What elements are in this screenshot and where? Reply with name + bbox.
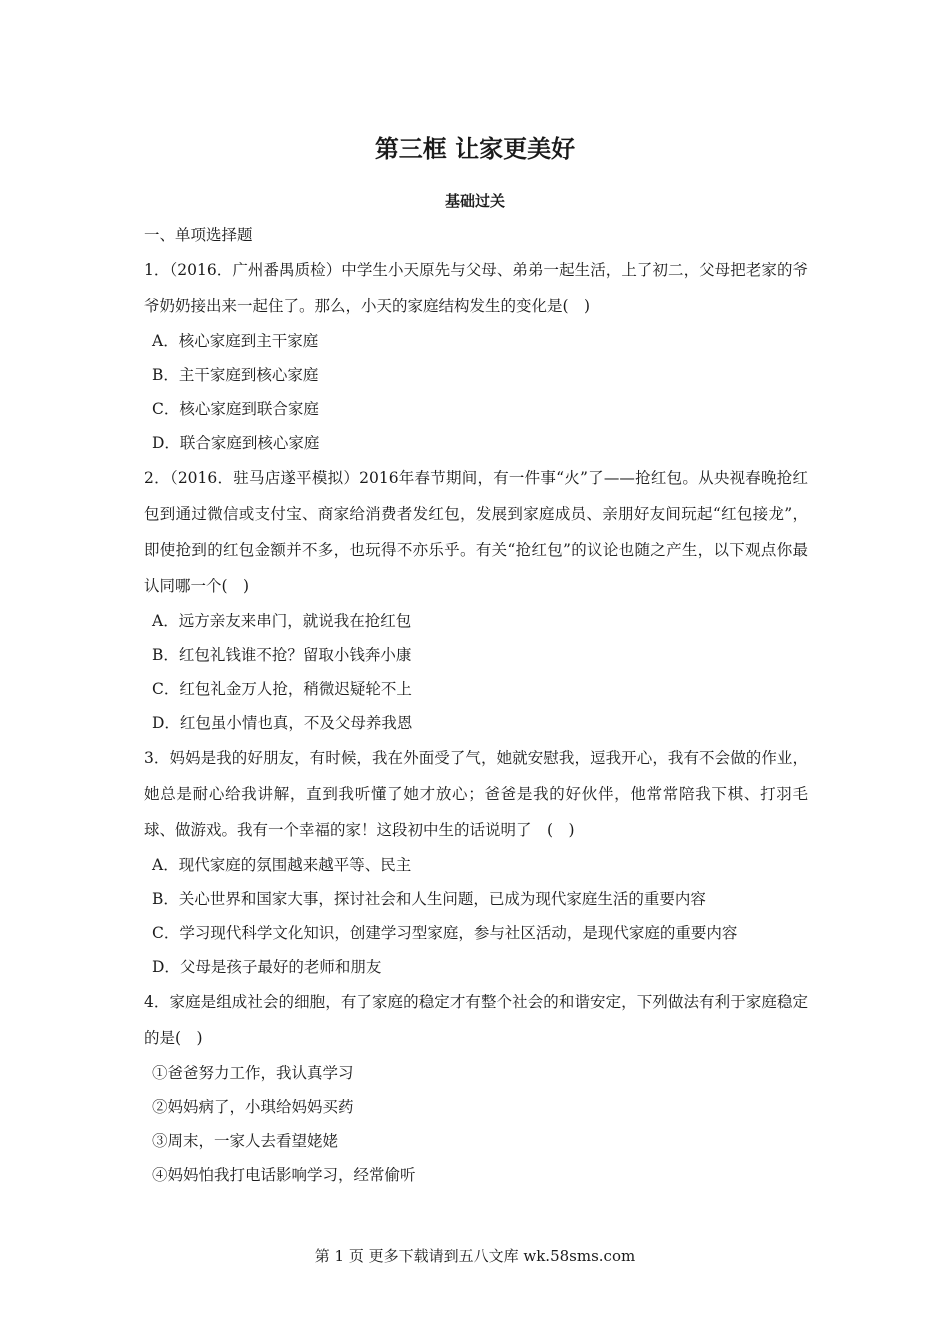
question-1 [144, 252, 808, 460]
question-stem: 2．（2016．驻马店遂平模拟）2016年春节期间，有一件事“火”了——抢红包。从央视春晚抢红包到通过微信或支付宝、商家给消费者发红包，发展到家庭成员、亲朋好友间玩起“红包接龙”，即使抢到的红包金额并不多，也玩得不亦乐乎。有关“抢红包”的议论也随之产生，以下观点你最认同哪一个( ) [144, 469, 808, 595]
page-title: 第三框 让家更美好 [374, 135, 576, 163]
statement-4: ④妈妈怕我打电话影响学习，经常偷听 [152, 1166, 416, 1184]
page-footer: 第 1 页 更多下载请到五八文库 wk.58sms.com [314, 1247, 636, 1265]
option-a: A．核心家庭到主干家庭 [152, 332, 319, 350]
statement-3: ③周末，一家人去看望姥姥 [152, 1132, 339, 1150]
question-stem: 3．妈妈是我的好朋友，有时候，我在外面受了气，她就安慰我，逗我开心，我有不会做的作业，她总是耐心给我讲解，直到我听懂了她才放心；爸爸是我的好伙伴，他常常陪我下棋、打羽毛球、做游戏。我有一个幸福的家！这段初中生的话说明了 ( ) [144, 749, 808, 839]
option-a: A．远方亲友来串门，就说我在抢红包 [152, 612, 412, 630]
option-c: C．红包礼金万人抢，稍微迟疑轮不上 [152, 680, 412, 698]
document-body [144, 218, 808, 1192]
section-heading: 一、单项选择题 [144, 226, 253, 244]
option-d: D．红包虽小情也真，不及父母养我恩 [152, 714, 413, 732]
question-stem: 1．（2016．广州番禺质检）中学生小天原先与父母、弟弟一起生活，上了初二，父母把老家的爷爷奶奶接出来一起住了。那么，小天的家庭结构发生的变化是( ) [144, 261, 808, 315]
statement-2: ②妈妈病了，小琪给妈妈买药 [152, 1098, 354, 1116]
question-stem: 4．家庭是组成社会的细胞，有了家庭的稳定才有整个社会的和谐安定，下列做法有利于家庭稳定的是( ) [144, 993, 808, 1047]
question-2 [144, 460, 808, 740]
option-c: C．学习现代科学文化知识，创建学习型家庭，参与社区活动，是现代家庭的重要内容 [152, 924, 738, 942]
option-b: B．主干家庭到核心家庭 [152, 366, 319, 384]
option-b: B．关心世界和国家大事，探讨社会和人生问题，已成为现代家庭生活的重要内容 [152, 890, 706, 908]
option-b: B．红包礼钱谁不抢？留取小钱奔小康 [152, 646, 412, 664]
section-subtitle: 基础过关 [444, 192, 505, 210]
option-c: C．核心家庭到联合家庭 [152, 400, 319, 418]
question-4 [144, 984, 808, 1192]
question-3 [144, 740, 808, 984]
option-d: D．联合家庭到核心家庭 [152, 434, 320, 452]
option-d: D．父母是孩子最好的老师和朋友 [152, 958, 382, 976]
statement-1: ①爸爸努力工作，我认真学习 [152, 1064, 354, 1082]
option-a: A．现代家庭的氛围越来越平等、民主 [152, 856, 412, 874]
